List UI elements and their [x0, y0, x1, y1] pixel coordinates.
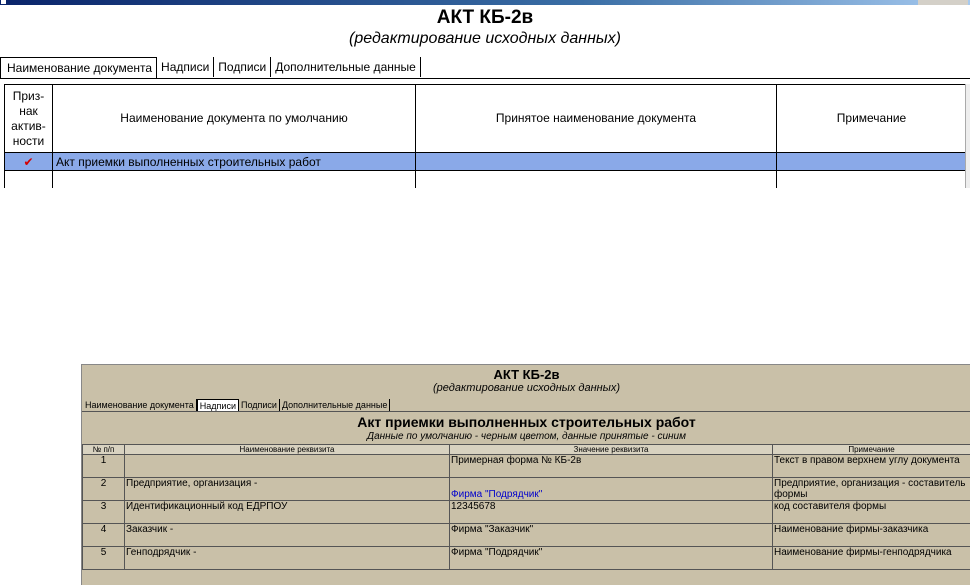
captions-window [81, 364, 970, 585]
empty-cell[interactable] [5, 171, 53, 189]
tab-strip [82, 396, 390, 411]
empty-cell[interactable] [53, 171, 416, 189]
row-number: 1 [83, 455, 125, 478]
row-number: 5 [83, 547, 125, 570]
table-row[interactable] [83, 547, 970, 570]
table-row[interactable] [5, 153, 967, 171]
accepted-name-cell[interactable] [416, 153, 777, 171]
tab-captions[interactable]: Надписи [157, 57, 214, 77]
requisite-name-cell[interactable]: Идентификационный код ЕДРПОУ [125, 501, 450, 524]
column-header-active-flag[interactable]: Приз-нак актив-ности [5, 85, 53, 153]
column-header-default-name[interactable]: Наименование документа по умолчанию [53, 85, 416, 153]
table-row[interactable] [83, 524, 970, 547]
row-number: 2 [83, 478, 125, 501]
empty-cell[interactable] [416, 171, 777, 189]
tab-strip [0, 55, 421, 77]
requisite-value-cell[interactable]: 12345678 [450, 501, 773, 524]
vertical-scrollbar[interactable] [965, 84, 970, 188]
tab-divider [0, 78, 970, 79]
tab-captions[interactable]: Надписи [197, 399, 239, 412]
empty-cell[interactable] [777, 171, 967, 189]
requisite-name-cell[interactable]: Заказчик - [125, 524, 450, 547]
note-cell[interactable] [777, 153, 967, 171]
note-cell[interactable]: Наименование фирмы-генподрядчика [773, 547, 970, 570]
column-header-requisite-name[interactable]: Наименование реквизита [125, 445, 450, 455]
tab-document-name[interactable]: Наименование документа [0, 57, 157, 78]
form-subtitle: (редактирование исходных данных) [0, 30, 970, 48]
column-header-note[interactable]: Примечание [773, 445, 970, 455]
column-header-requisite-value[interactable]: Значение реквизита [450, 445, 773, 455]
requisite-value-cell[interactable]: Фирма "Заказчик" [450, 524, 773, 547]
empty-row[interactable] [5, 171, 967, 189]
column-header-note[interactable]: Примечание [777, 85, 967, 153]
document-name-window [0, 5, 970, 187]
note-cell[interactable]: Текст в правом верхнем углу документа [773, 455, 970, 478]
form-title: АКТ КБ-2в [0, 7, 970, 29]
note-cell[interactable]: код составителя формы [773, 501, 970, 524]
requisite-name-cell[interactable] [125, 455, 450, 478]
tab-additional-data[interactable]: Дополнительные данные [271, 57, 421, 77]
document-name-table [4, 84, 967, 188]
check-icon[interactable]: ✔ [5, 153, 53, 171]
default-name-cell[interactable]: Акт приемки выполненных строительных работ [53, 153, 416, 171]
form-title: АКТ КБ-2в [82, 367, 970, 382]
table-row[interactable] [83, 455, 970, 478]
row-number: 4 [83, 524, 125, 547]
tab-document-name[interactable]: Наименование документа [82, 399, 197, 411]
requisites-table [82, 444, 970, 570]
form-subtitle: (редактирование исходных данных) [82, 382, 970, 394]
tab-signatures[interactable]: Подписи [214, 57, 271, 77]
document-heading: Акт приемки выполненных строительных работ [82, 414, 970, 430]
requisite-name-cell[interactable]: Предприятие, организация - [125, 478, 450, 501]
color-legend-note: Данные по умолчанию - черным цветом, данные принятые - синим [82, 431, 970, 442]
app-icon [1, 0, 6, 4]
requisite-value-cell-accepted[interactable]: Фирма "Подрядчик" [450, 478, 773, 501]
requisite-value-cell[interactable]: Фирма "Подрядчик" [450, 547, 773, 570]
requisite-value-cell[interactable]: Примерная форма № КБ-2в [450, 455, 773, 478]
tab-additional-data[interactable]: Дополнительные данные [280, 399, 390, 411]
table-row[interactable] [83, 478, 970, 501]
table-row[interactable] [83, 501, 970, 524]
note-cell[interactable]: Наименование фирмы-заказчика [773, 524, 970, 547]
column-header-accepted-name[interactable]: Принятое наименование документа [416, 85, 777, 153]
row-number: 3 [83, 501, 125, 524]
requisite-name-cell[interactable]: Генподрядчик - [125, 547, 450, 570]
tab-divider [82, 411, 970, 412]
tab-signatures[interactable]: Подписи [239, 399, 280, 411]
note-cell[interactable]: Предприятие, организация - составитель формы [773, 478, 970, 501]
column-header-num[interactable]: № п/п [83, 445, 125, 455]
